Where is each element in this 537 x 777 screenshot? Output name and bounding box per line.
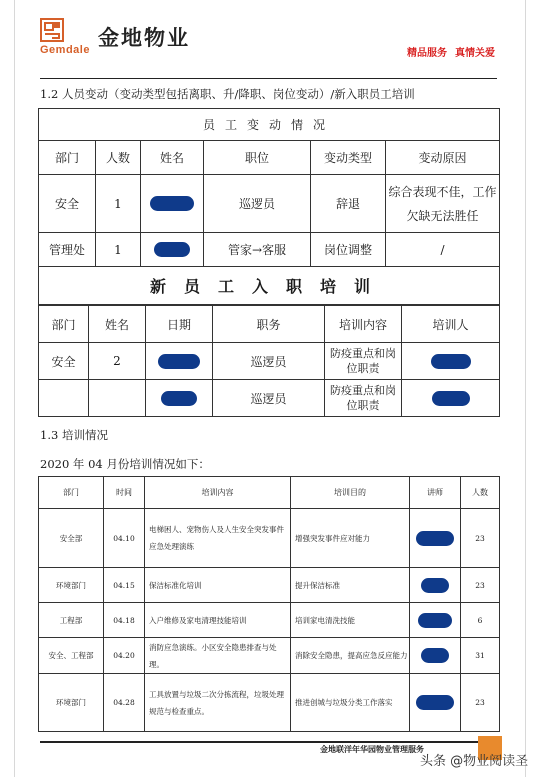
redaction-mark (161, 391, 197, 406)
cell-lecturer (410, 603, 461, 638)
cell-content: 入户维修及家电清理技能培训 (145, 603, 291, 638)
redaction-mark (158, 354, 200, 369)
cell-count: 23 (461, 509, 500, 568)
redaction-mark (418, 613, 452, 628)
column-header: 日期 (146, 306, 213, 343)
cell-lecturer (410, 509, 461, 568)
redaction-mark (431, 354, 471, 369)
column-header: 培训内容 (325, 306, 402, 343)
cell-count: 2 (89, 343, 146, 380)
cell-date (146, 343, 213, 380)
new-staff-training-table (38, 305, 500, 417)
cell-content: 工具放置与垃圾二次分拣流程，垃圾处理规范与检查重点。 (145, 674, 291, 732)
cell-dept: 管理处 (39, 233, 96, 267)
column-header: 培训目的 (291, 477, 410, 509)
table-header-row (39, 477, 500, 509)
gemdale-logo-icon (40, 18, 64, 42)
cell-content: 保洁标准化培训 (145, 568, 291, 603)
redaction-mark (416, 531, 454, 546)
section-1-3-title: 1.3 培训情况 (40, 428, 108, 442)
cell-lecturer (410, 674, 461, 732)
cell-trainer (402, 343, 500, 380)
cell-trainer (402, 380, 500, 417)
table-row (39, 638, 500, 674)
cell-reason: / (386, 233, 500, 267)
section-1-3-subtitle: 2020 年 04 月份培训情况如下： (40, 457, 210, 471)
cell-lecturer (410, 638, 461, 674)
redaction-mark (416, 695, 454, 710)
cell-content: 防疫重点和岗位职责 (325, 380, 402, 417)
table-row (39, 175, 500, 233)
column-header: 姓名 (89, 306, 146, 343)
cell-count: 6 (461, 603, 500, 638)
cell-position: 巡逻员 (213, 343, 325, 380)
cell-content: 电梯困人、宠物伤人及人生安全突发事件应急处理演练 (145, 509, 291, 568)
staff-change-table (38, 108, 500, 305)
slogan-service: 精品服务 (407, 48, 447, 59)
logo-chinese: 金地物业 (98, 26, 190, 50)
cell-count: 23 (461, 568, 500, 603)
table-row (39, 509, 500, 568)
column-header: 培训内容 (145, 477, 291, 509)
cell-date (146, 380, 213, 417)
cell-purpose: 提升保洁标准 (291, 568, 410, 603)
cell-dept: 安全 (39, 343, 89, 380)
table-row (39, 380, 500, 417)
cell-time: 04.10 (104, 509, 145, 568)
cell-count: 1 (96, 233, 141, 267)
table-header-row (39, 141, 500, 175)
cell-reason: 综合表现不佳，工作欠缺无法胜任 (386, 175, 500, 233)
column-header: 人数 (461, 477, 500, 509)
cell-purpose: 推进创城与垃圾分类工作落实 (291, 674, 410, 732)
redaction-mark (421, 578, 449, 593)
section-1-2-title: 1.2 人员变动（变动类型包括离职、升/降职、岗位变动）/新入职员工培训 (40, 87, 415, 101)
cell-dept: 安全 (39, 175, 96, 233)
footer-text: 金地联洋年华园物业管理服务 (320, 745, 424, 754)
change-table-caption: 员工变动情况 (39, 109, 500, 141)
footer-divider (40, 741, 497, 743)
cell-position: 巡逻员 (204, 175, 311, 233)
cell-purpose: 增强突发事件应对能力 (291, 509, 410, 568)
cell-dept: 环境部门 (39, 674, 104, 732)
redaction-mark (150, 196, 194, 211)
cell-name (141, 233, 204, 267)
header-divider (40, 78, 497, 79)
cell-dept: 环境部门 (39, 568, 104, 603)
table-caption-row (39, 109, 500, 141)
cell-content: 消防应急演练。小区安全隐患排查与处理。 (145, 638, 291, 674)
monthly-training-table (38, 476, 500, 732)
column-header: 变动类型 (311, 141, 386, 175)
training-table-caption: 新员工入职培训 (39, 267, 500, 305)
table-row (39, 343, 500, 380)
cell-count: 23 (461, 674, 500, 732)
cell-position: 管家→客服 (204, 233, 311, 267)
cell-time: 04.28 (104, 674, 145, 732)
table-row (39, 674, 500, 732)
redaction-mark (421, 648, 449, 663)
cell-time: 04.18 (104, 603, 145, 638)
table-header-row (39, 306, 500, 343)
cell-purpose: 培训家电清洗技能 (291, 603, 410, 638)
column-header: 部门 (39, 477, 104, 509)
column-header: 部门 (39, 141, 96, 175)
cell-dept: 安全、工程部 (39, 638, 104, 674)
cell-type: 岗位调整 (311, 233, 386, 267)
cell-type: 辞退 (311, 175, 386, 233)
cell-time: 04.15 (104, 568, 145, 603)
cell-time: 04.20 (104, 638, 145, 674)
training-caption-row (39, 267, 500, 305)
cell-dept: 安全部 (39, 509, 104, 568)
redaction-mark (154, 242, 190, 257)
column-header: 姓名 (141, 141, 204, 175)
column-header: 讲师 (410, 477, 461, 509)
column-header: 变动原因 (386, 141, 500, 175)
watermark: 头条 @物业阅读圣 (420, 754, 529, 769)
cell-name (141, 175, 204, 233)
slogan (399, 44, 495, 59)
cell-dept: 工程部 (39, 603, 104, 638)
column-header: 培训人 (402, 306, 500, 343)
cell-count: 31 (461, 638, 500, 674)
redaction-mark (432, 391, 470, 406)
cell-content: 防疫重点和岗位职责 (325, 343, 402, 380)
cell-lecturer (410, 568, 461, 603)
column-header: 职务 (213, 306, 325, 343)
column-header: 职位 (204, 141, 311, 175)
table-row (39, 233, 500, 267)
column-header: 人数 (96, 141, 141, 175)
cell-dept (39, 380, 89, 417)
cell-purpose: 消除安全隐患，提高应急反应能力 (291, 638, 410, 674)
column-header: 时间 (104, 477, 145, 509)
logo-english: Gemdale (40, 44, 90, 56)
slogan-care: 真情关爱 (455, 48, 495, 59)
column-header: 部门 (39, 306, 89, 343)
table-row (39, 603, 500, 638)
cell-count: 1 (96, 175, 141, 233)
table-row (39, 568, 500, 603)
cell-count (89, 380, 146, 417)
cell-position: 巡逻员 (213, 380, 325, 417)
